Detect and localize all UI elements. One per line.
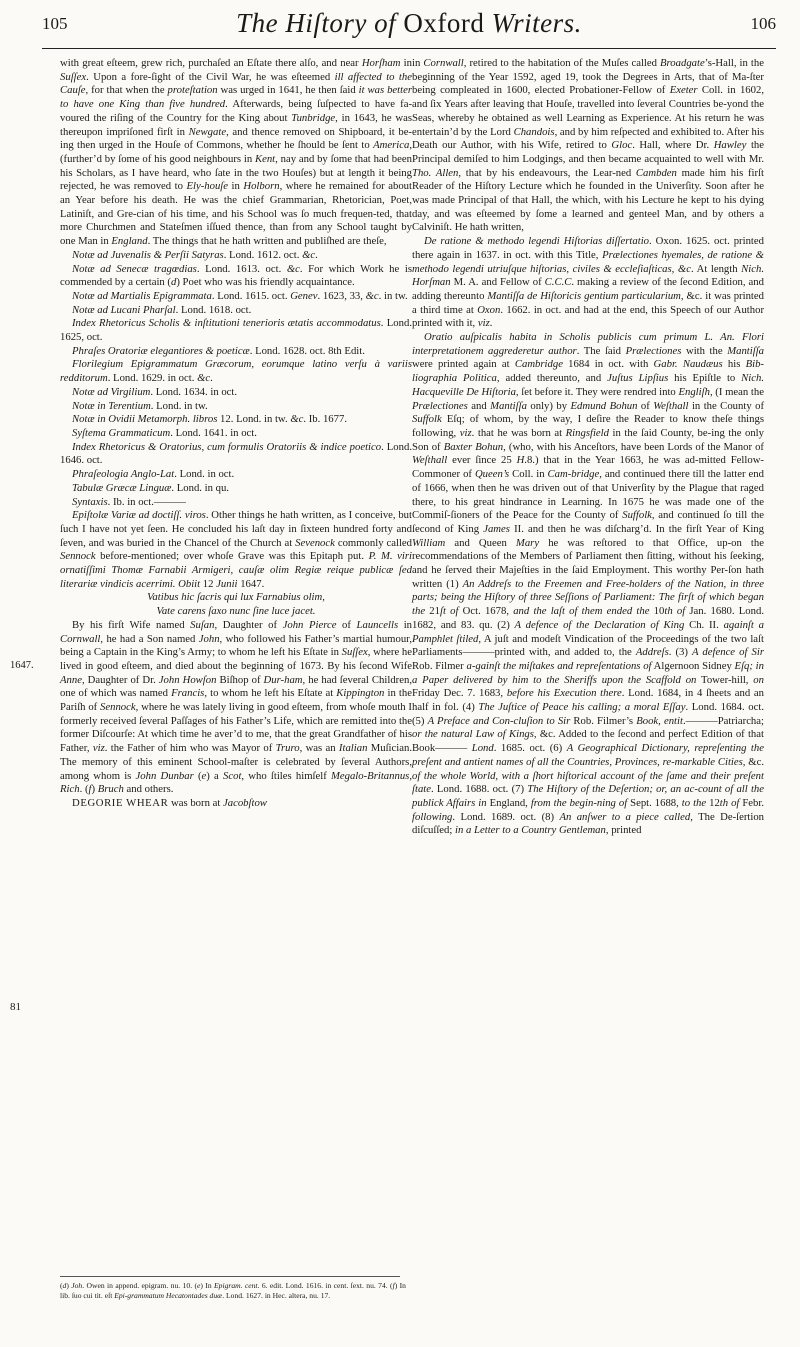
- paragraph: Notæ ad Senecæ tragœdias. Lond. 1613. oct. &c. For which Work he is commended by a certain (d) Poet who was his friendly acquaintance.: [60, 262, 412, 289]
- paragraph: Syntaxis. Ib. in oct.———: [72, 495, 186, 508]
- paragraph: Notæ ad Martialis Epigrammata. Lond. 1615. oct. Genev. 1623, 33, &c. in tw.: [72, 289, 408, 302]
- right-column: [412, 57, 764, 838]
- epitaph-verse: Vatibus hic ſacris qui lux Farnabius olim,: [147, 591, 325, 604]
- paragraph: DEGORIE WHEAR was born at Jacobſtow: [72, 796, 267, 809]
- running-title-oxford: Oxford: [403, 8, 485, 38]
- paragraph: Oratio auſpicalis habita in Scholis publicis cum primum L. An. Flori interpretationem aggrederetur author. The ſaid Prælectiones with the Mantiſſa were printed again at Cambridge 1684 in oct. with Gabr. Naudæus his Bib-liographia Politica, added thereunto, and Juſtus Lipſius his Epiſtle to Nich. Hacqueville De Hiſtoria, ſet before it. They were rendred into Engliſh, (I mean the Prælectiones and Mantiſſa only) by Edmund Bohun of Weſthall in the County of Suffolk Eſq; of whom, by the way, I deſire the Reader to know theſe things following, viz. that he was born at Ringsfield in the ſaid County, be-ing the only Son of Baxter Bohun, (who, with his Anceſtors, have been Lords of the Manor of Weſthall ever ſince 25 H.8.) that in the Year 1663, he was ad-mitted Fellow-Commoner of Queen’s Coll. in Cam-bridge, and continued there till the latter end of 1666, when then he was driven out of that Univerſity by the Plague that raged there, to his great hindrance in Learning. In 1675 he was made one of the Commiſ-ſioners of the Peace for the County of Suffolk, and continued ſo till the ſecond of King James II. and then he was diſcharg’d. In the firſt Year of King William and Queen Mary he was reſtored to that Office, up-on the recommendations of the Members of Parliament then ſitting, without his ſeeking, and he ſerved their Majeſties in the ſaid Employment. This worthy Per-ſon hath written (1) An Addreſs to the Freemen and Free-holders of the Nation, in three parts; being the Hiſtory of three Seſſions of Parliament: The firſt of which began the 21ſt of Oct. 1678, and the laſt of them ended the 10th of Jan. 1680. Lond. 1682, and 83. qu. (2) A defence of the Declaration of King Ch. II. againſt a Pamphlet ſtiled, A juſt and modeſt Vindication of the Proceedings of the two laſt Parliaments———printed with, and added to, the Addreſs. (3) A defence of Sir Rob. Filmer a-gainſt the miſtakes and repreſentations of Algernoon Sidney Eſq; in a Paper delivered by him to the Sheriffs upon the Scaffold on Tower-hill, on Friday Dec. 7. 1683, before his Execution there. Lond. 1684, in 4 ſheets and an half in fol. (4) The Juſtice of Peace his calling; a moral Eſſay. Lond. 1684. oct. (5) A Preface and Con-cluſion to Sir Rob. Filmer’s Book, entit.———Patriarcha; or the natural Law of Kings, &c. Added to the ſecond and perfect Edition of that Book——— Lond. 1685. oct. (6) A Geographical Dictionary, repreſenting the preſent and antient names of all the Countries, Provinces, re-markable Cities, &c. of the whole World, with a ſhort hiſtorical account of the ſame and their preſent ſtate. Lond. 1688. oct. (7) The Hiſtory of the Deſertion; or, an ac-count of all the publick Affairs in England, from the begin-ning of Sept. 1688, to the 12th of Febr. following. Lond. 1689. oct. (8) An anſwer to a piece called, The De-ſertion diſcuſſed; in a Letter to a Country Gentleman, printed: [412, 331, 765, 837]
- paragraph: By his firſt Wife named Suſan, Daughter of John Pierce of Launcells in Cornwall, he had a Son named John, who followed his Father’s martial humour, being a Captain in the King’s Army; to whom he left his Eſtate in Suſſex, where he lived in good eſteem, and died about the beginning of 1673. By his ſecond Wife Anne, Daughter of Dr. John Howſon Biſhop of Dur-ham, he had ſeveral Children, one of which was named Francis, to whom he left his Eſtate at Kippington in the Pariſh of Sennock, where he was lately living in good eſteem, from whoſe mouth I formerly received ſeveral Paſſages of his Father’s Life, which are remitted into the former Diſcourſe: At which time he aver’d to me, that the great Grandfather of his Father, viz. the Father of him who was Mayor of Truro, was an Italian Muſician. The memory of this eminent School-maſter is celebrated by ſeveral Authors, among whom is John Dunbar (e) a Scot, who ſtiles himſelf Megalo-Britannus, Rich. (f) Bruch and others.: [60, 618, 413, 796]
- left-column: [60, 57, 412, 811]
- paragraph: Florilegium Epigrammatum Græcorum, eorumque latino verſu à variis redditorum. Lond. 1629. in oct. &c.: [60, 358, 412, 385]
- header-rule: [42, 48, 776, 49]
- paragraph: Notæ in Terentium. Lond. in tw.: [72, 399, 208, 412]
- margin-number: 81: [10, 1001, 21, 1013]
- paragraph: Notæ ad Lucani Pharſal. Lond. 1618. oct.: [72, 303, 252, 316]
- paragraph: Notæ ad Juvenalis & Perſii Satyras. Lond. 1612. oct. &c.: [72, 248, 318, 261]
- margin-year: 1647.: [10, 660, 34, 671]
- running-title: [42, 8, 776, 39]
- paragraph: Index Rhetoricus & Oratorius, cum formulis Oratoriis & indice poetico. Lond. 1646. oct.: [60, 440, 412, 467]
- paragraph: in Cornwall, retired to the habitation of the Muſes called Broadgate’s-Hall, in the beginning of the Year 1592, aged 19, took the Degrees in Arts, that of Ma-ſter being compleated in 1600, elected Probationer-Fellow of Exeter Coll. in 1602, and ſix Years after leaving that Houſe, travelled into ſeveral Countries be-yond the Seas, whereby he obtained as well Learning as Experience. At his return he was entertain’d by the Lord Chandois, and by him reſpected and exhibited to. After his Death our Author, with his Wife, retired to Gloc. Hall, where Dr. Hawley the Principal demiſed to him Lodgings, and then became acquainted to well with Mr. Tho. Allen, that by his endeavours, the Lear-ned Cambden made him his firſt Reader of the Hiſtory Lecture which he founded in the Univerſity. Soon after he was made Principal of that Hall, the which, with his Lecture he kept to his dying day, and was eſteemed by ſome a learned and genteel Man, and by others a Calviniſt. He hath written,: [412, 57, 765, 234]
- paragraph: Index Rhetoricus Scholis & inſtitutioni tenerioris ætatis accommodatus. Lond. 1625, oct.: [60, 317, 412, 344]
- footnotes: (d) Joh. Owen in append. epigram. nu. 10. (e) In Epigram. cent. 6. edit. Lond. 1616. in cent. ſext. nu. 74. (f) In lib. ſuo cui tit. eſt Epi-grammatum Hecatontades duæ. Lond. 1627. in Hec. altera, nu. 17.: [60, 1281, 406, 1300]
- paragraph: Phraſes Oratoriæ elegantiores & poeticæ. Lond. 1628. oct. 8th Edit.: [72, 344, 365, 357]
- paragraph: Tabulæ Græcæ Linguæ. Lond. in qu.: [72, 481, 229, 494]
- paragraph: Syſtema Grammaticum. Lond. 1641. in oct.: [72, 426, 257, 439]
- paragraph: Phraſeologia Anglo-Lat. Lond. in oct.: [72, 468, 235, 481]
- paragraph: De ratione & methodo legendi Hiſtorias diſſertatio. Oxon. 1625. oct. printed there again in 1637. in oct. with this Title, Prælectiones hyemales, de ratione & methodo legendi utriuſque hiſtorias, civiles & eccleſiaſticas, &c. At length Nich. Horſman M. A. and Fellow of C.C.C. making a review of the ſecond Edition, and adding thereunto Mantiſſa de Hiſtoricis gentium particularium, &c. it was printed a third time at Oxon. 1662. in oct. and had at the end, this Speech of our Author printed with it, viz.: [412, 235, 764, 330]
- running-title-post: Writers.: [484, 8, 582, 38]
- running-title-pre: The Hiſtory of: [236, 8, 404, 38]
- page-header: [42, 8, 776, 48]
- footnote-rule: [60, 1276, 400, 1277]
- paragraph: Notæ in Ovidii Metamorph. libros 12. Lond. in tw. &c. Ib. 1677.: [72, 413, 348, 426]
- page-number-left: 105: [42, 14, 68, 33]
- epitaph-verse: Vate carens ſaxo nunc ſine luce jacet.: [156, 605, 316, 618]
- paragraph: Notæ ad Virgilium. Lond. 1634. in oct.: [72, 385, 238, 398]
- paragraph: with great eſteem, grew rich, purchaſed an Eſtate there alſo, and near Horſham in Suſſex. Upon a fore-ſight of the Civil War, he was eſteemed ill affected to the Cauſe, for that when the proteſtation was urged in 1641, he then ſaid it was better to have one King than five hundred. Afterwards, being ſuſpected to have fa-voured the riſing of the Country for the King about Tunbridge, in 1643, he was thereupon impriſoned firſt in Newgate, and thence removed on Shipboard, it be-ing then urged in the Houſe of Commons, whether he ſhould be ſent to America, (further’d by ſome of his good neighbours in Kent, nay and by ſome that had been his Scholars, as I have heard, who ſate in the two Houſes) but at length it being rejected, he was removed to Ely-houſe in Holborn, where he remained for about an Year before his death. He was the chief Grammarian, Rhetorician, Poet, Latiniſt, and Gre-cian of his time, and his School was ſo much frequen-ted, that more Churchmen and Stateſmen iſſued thence, than from any School taught by one Man in England. The things that he hath written and publiſhed are theſe,: [60, 57, 413, 248]
- paragraph: Epiſtolæ Variæ ad doctiſſ. viros. Other things he hath written, as I conceive, but ſuch I have not yet ſeen. He concluded his laſt day in ſixteen hundred forty and ſeven, and was buried in the Chancel of the Church at Sevenock commonly called Sennock before-mentioned; over whoſe Grave was this Epitaph put. P. M. viri ornatiſſimi Thomæ Farnabii Armigeri, cauſæ olim Regiæ reique publicæ ſed literariæ vindicis acerrimi. Obiit 12 Junii 1647.: [60, 509, 412, 590]
- page-number-right: 106: [750, 14, 776, 33]
